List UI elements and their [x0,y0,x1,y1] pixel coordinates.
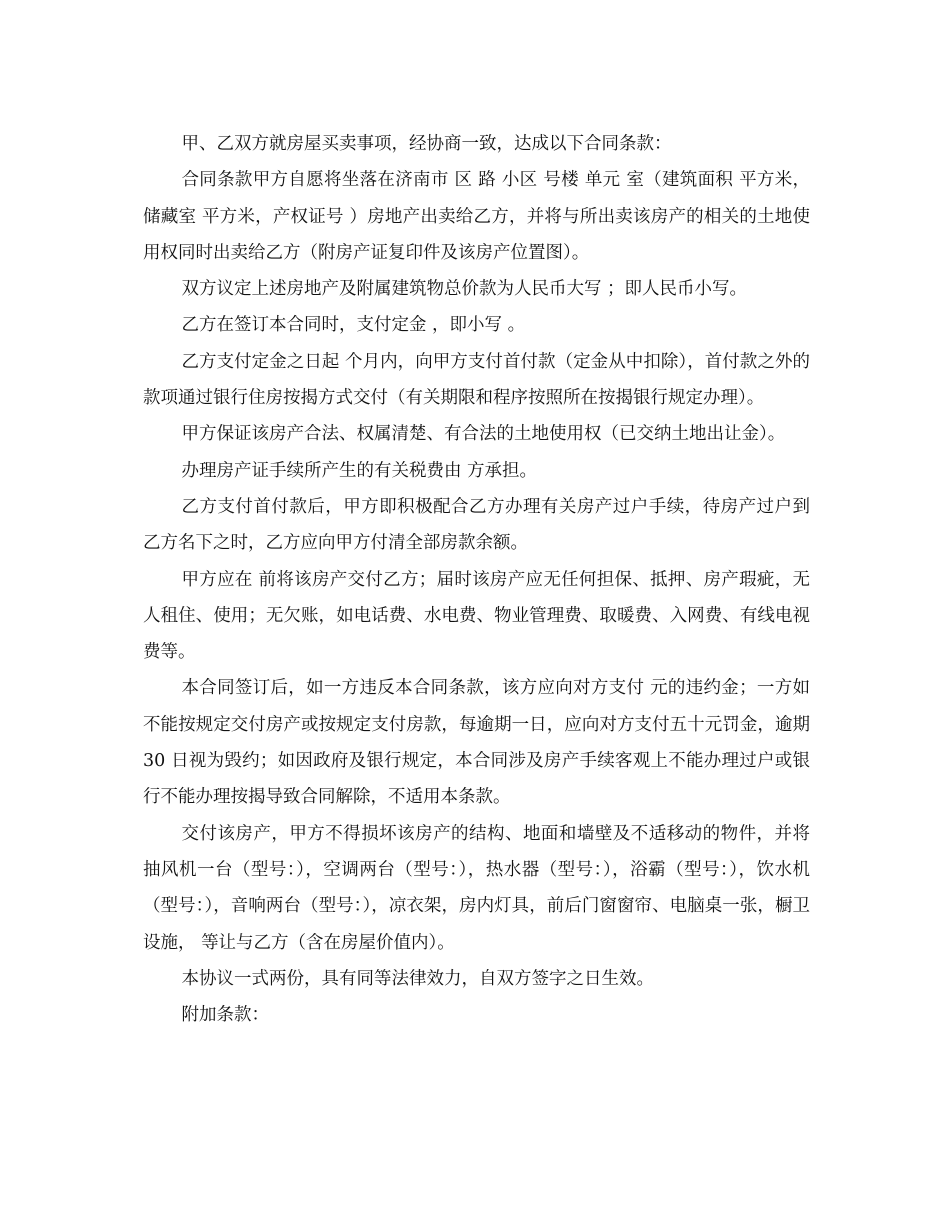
paragraph-fixtures: 交付该房产，甲方不得损坏该房产的结构、地面和墙壁及不适移动的物件，并将抽风机一台（型号：），空调两台（型号：），热水器（型号：），浴霸（型号：），饮水机（型号：），音响两台（型号：），凉衣架，房内灯具，前后门窗窗帘、电脑桌一张，橱卫设施， 等让与乙方（含在房屋价值内）。 [143,823,810,953]
paragraph-breach: 本合同签订后，如一方违反本合同条款，该方应向对方支付 元的违约金；一方如不能按规定交付房产或按规定支付房款，每逾期一日，应向对方支付五十元罚金，逾期 30 日视为毁约；如因政府及银行规定，本合同涉及房产手续客观上不能办理过户或银行不能办理按揭导致合同解除，不适用本条款。 [143,678,810,808]
paragraph-total-price: 双方议定上述房地产及附属建筑物总价款为人民币大写 ；即人民币小写。 [181,279,748,300]
paragraph-title-guarantee: 甲方保证该房产合法、权属清楚、有合法的土地使用权（已交纳土地出让金）。 [181,424,786,445]
paragraph-deposit: 乙方在签订本合同时，支付定金 ，即小写 。 [181,315,526,336]
paragraph-intro: 甲、乙双方就房屋买卖事项，经协商一致，达成以下合同条款： [181,134,672,154]
paragraph-down-payment: 乙方支付定金之日起 个月内，向甲方支付首付款（定金从中扣除），首付款之外的款项通过银行住房按揭方式交付（有关期限和程序按照所在按揭银行规定办理）。 [143,351,810,409]
paragraph-property-sale: 合同条款甲方自愿将坐落在济南市 区 路 小区 号楼 单元 室（建筑面积 平方米，储藏室 平方米，产权证号 ）房地产出卖给乙方，并将与所出卖该房产的相关的土地使用权同时出卖给乙方（附房产证复印件及该房产位置图）。 [143,170,810,263]
paragraph-handover: 甲方应在 前将该房产交付乙方；届时该房产应无任何担保、抵押、房产瑕疵，无人租住、使用；无欠账，如电话费、水电费、物业管理费、取暖费、入网费、有线电视费等。 [143,569,810,663]
paragraph-taxes: 办理房产证手续所产生的有关税费由 方承担。 [181,460,538,481]
paragraph-transfer: 乙方支付首付款后，甲方即积极配合乙方办理有关房产过户手续，待房产过户到乙方名下之时，乙方应向甲方付清全部房款余额。 [143,496,810,554]
contract-body [143,126,810,1033]
paragraph-copies: 本协议一式两份，具有同等法律效力，自双方签字之日生效。 [181,968,654,989]
paragraph-additional-terms: 附加条款： [181,1005,269,1026]
